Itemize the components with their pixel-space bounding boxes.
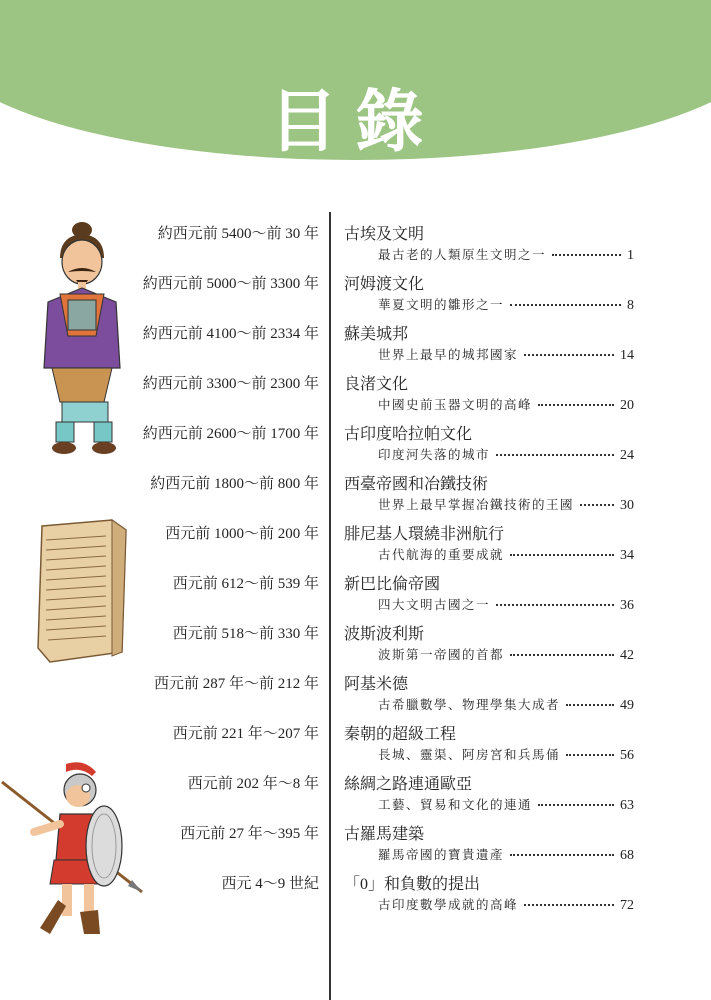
dot-leader (538, 404, 614, 406)
entry-page-number: 56 (620, 748, 634, 763)
entry-subtitle: 古代航海的重要成就 (378, 547, 505, 562)
entry-subtitle: 華夏文明的雛形之一 (378, 297, 505, 312)
entry-subtitle: 中國史前玉器文明的高峰 (378, 397, 533, 412)
entry-title: 阿基米德 (344, 676, 409, 693)
entry-subtitle: 羅馬帝國的寶貴遺產 (378, 847, 505, 862)
entry-subtitle: 長城、靈渠、阿房宮和兵馬俑 (378, 747, 561, 762)
entry-subtitle: 四大文明古國之一 (378, 597, 491, 612)
entry-title: 秦朝的超級工程 (344, 726, 457, 743)
entry-subtitle-row (378, 445, 634, 464)
entry-subtitle: 工藝、貿易和文化的連通 (378, 797, 533, 812)
entry-subtitle: 波斯第一帝國的首都 (378, 647, 505, 662)
entry-subtitle-row (378, 795, 634, 814)
entry-page-number: 8 (627, 298, 634, 313)
dot-leader (510, 654, 614, 656)
entry-subtitle-row (378, 745, 634, 764)
entry-subtitle-row (378, 345, 634, 364)
dot-leader (538, 804, 614, 806)
column-divider (329, 212, 331, 1000)
entry-title: 腓尼基人環繞非洲航行 (344, 526, 505, 543)
entry-subtitle-row (378, 845, 634, 864)
entry-subtitle-row (378, 295, 634, 314)
dot-leader (552, 254, 621, 256)
entry-date: 西元前 202 年～8 年 (187, 776, 319, 792)
entry-page-number: 42 (620, 648, 634, 663)
entry-date: 西元 4～9 世紀 (221, 876, 319, 892)
entry-subtitle: 印度河失落的城市 (378, 447, 491, 462)
dot-leader (566, 704, 614, 706)
entry-page-number: 30 (620, 498, 634, 513)
entry-subtitle: 最古老的人類原生文明之一 (378, 247, 547, 262)
entry-page-number: 24 (620, 448, 634, 463)
entry-page-number: 68 (620, 848, 634, 863)
entry-title: 河姆渡文化 (344, 276, 425, 293)
entry-subtitle: 古希臘數學、物理學集大成者 (378, 697, 561, 712)
dot-leader (524, 354, 614, 356)
dot-leader (510, 304, 621, 306)
entry-date: 西元前 27 年～395 年 (180, 826, 319, 842)
dot-leader (496, 454, 614, 456)
dot-leader (566, 754, 614, 756)
entry-title: 良渚文化 (344, 376, 409, 393)
entry-title: 古印度哈拉帕文化 (344, 426, 473, 443)
entry-subtitle-row (378, 395, 634, 414)
entry-subtitle-row (378, 495, 634, 514)
entry-date: 約西元前 5400～前 30 年 (157, 226, 319, 242)
entry-subtitle-row (378, 245, 634, 264)
entry-date: 西元前 287 年～前 212 年 (153, 676, 319, 692)
entry-page-number: 20 (620, 398, 634, 413)
entry-title: 新巴比倫帝國 (344, 576, 441, 593)
entry-date: 西元前 612～前 539 年 (172, 576, 319, 592)
entry-page-number: 14 (620, 348, 634, 363)
entry-subtitle-row (378, 545, 634, 564)
page-title: 目錄 (269, 83, 442, 162)
entry-subtitle: 古印度數學成就的高峰 (378, 897, 519, 912)
entry-date: 約西元前 2600～前 1700 年 (142, 426, 319, 442)
entry-page-number: 34 (620, 548, 634, 563)
entry-subtitle-row (378, 695, 634, 714)
dot-leader (510, 554, 614, 556)
entry-date: 約西元前 1800～前 800 年 (150, 476, 319, 492)
dot-leader (496, 604, 614, 606)
dot-leader (510, 854, 614, 856)
entry-date: 西元前 1000～前 200 年 (165, 526, 319, 542)
entry-date: 約西元前 5000～前 3300 年 (142, 276, 319, 292)
entry-page-number: 1 (627, 248, 634, 263)
entry-date: 西元前 221 年～207 年 (172, 726, 319, 742)
entry-date: 約西元前 3300～前 2300 年 (142, 376, 319, 392)
entry-page-number: 72 (620, 898, 634, 913)
entry-title: 「0」和負數的提出 (344, 876, 481, 893)
entry-date: 西元前 518～前 330 年 (172, 626, 319, 642)
entry-subtitle-row (378, 645, 634, 664)
entry-subtitle: 世界上最早掌握冶鐵技術的王國 (378, 497, 575, 512)
entry-subtitle: 世界上最早的城邦國家 (378, 347, 519, 362)
entry-subtitle-row (378, 895, 634, 914)
dot-leader (580, 504, 614, 506)
entry-date: 約西元前 4100～前 2334 年 (142, 326, 319, 342)
entry-title: 蘇美城邦 (344, 326, 409, 343)
entry-title: 西臺帝國和冶鐵技術 (344, 476, 489, 493)
entry-subtitle-row (378, 595, 634, 614)
entry-page-number: 63 (620, 798, 634, 813)
entry-title: 古羅馬建築 (344, 826, 425, 843)
entry-title: 絲綢之路連通歐亞 (344, 776, 473, 793)
entry-title: 波斯波利斯 (344, 626, 425, 643)
dot-leader (524, 904, 614, 906)
entry-page-number: 49 (620, 698, 634, 713)
entry-title: 古埃及文明 (344, 226, 425, 243)
entry-page-number: 36 (620, 598, 634, 613)
